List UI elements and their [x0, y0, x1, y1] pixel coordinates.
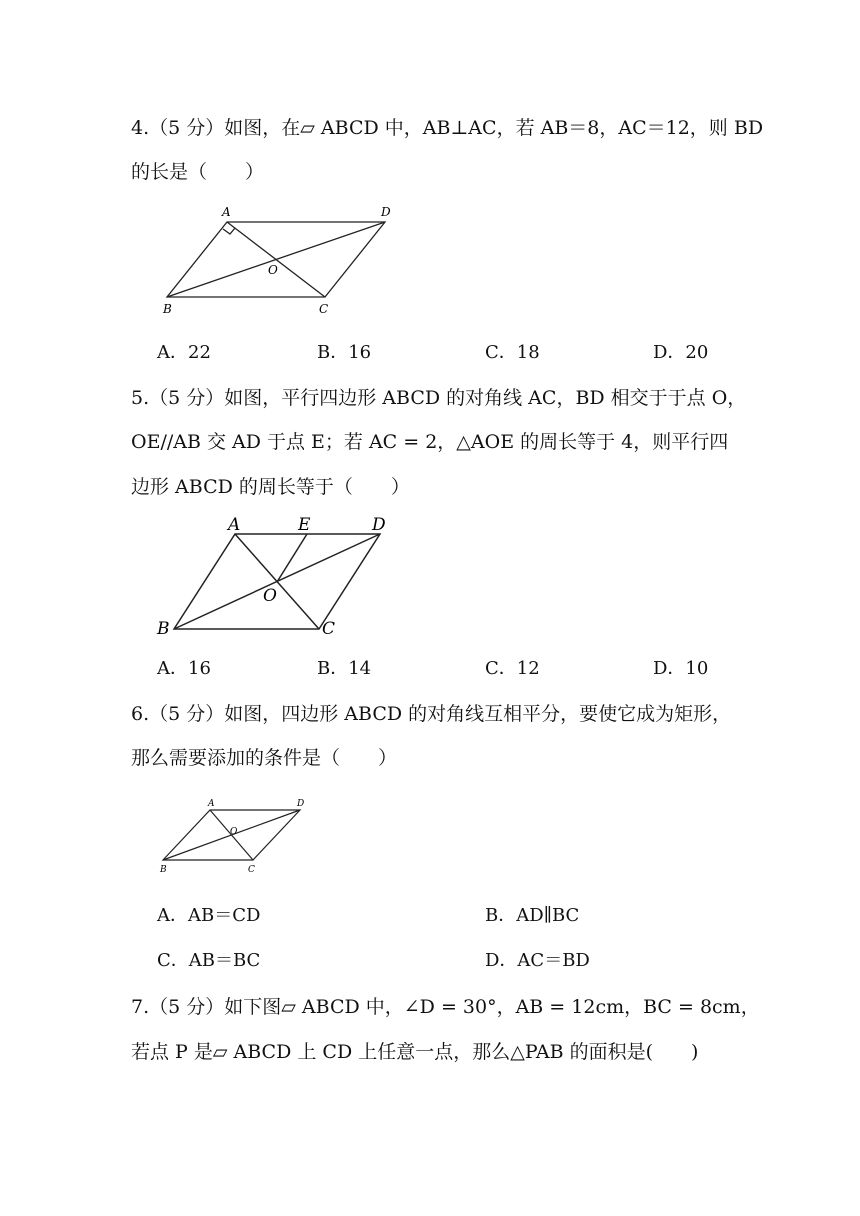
q5-text-line-2: OE//AB 交 AD 于点 E；若 AC = 2，△AOE 的周长等于 4，则平行四 — [131, 431, 729, 453]
q7-text-line-1: 7.（5 分）如下图▱ ABCD 中，∠D = 30°，AB = 12cm，BC = 8cm， — [131, 996, 760, 1018]
q5-label-o: O — [263, 586, 277, 606]
q5-label-d: D — [372, 515, 386, 535]
q6-option-a: A．AB＝CD — [157, 905, 261, 926]
q4-label-b: B — [163, 302, 172, 316]
q5-option-b: B．14 — [317, 658, 372, 679]
q5-label-c: C — [322, 619, 336, 639]
q4-label-d: D — [381, 205, 391, 219]
q5-text-line-3: 边形 ABCD 的周长等于（ ） — [131, 476, 410, 498]
q4-option-a: A．22 — [157, 342, 211, 363]
q4-option-c: C．18 — [485, 342, 540, 363]
q5-label-b: B — [157, 619, 170, 639]
q4-right-angle-mark — [223, 228, 235, 234]
q4-option-b: B．16 — [317, 342, 372, 363]
q5-label-e: E — [298, 515, 311, 535]
q4-label-c: C — [319, 302, 329, 316]
q5-label-a: A — [228, 515, 241, 535]
q6-text-line-1: 6.（5 分）如图，四边形 ABCD 的对角线互相平分，要使它成为矩形， — [131, 703, 732, 725]
q6-option-b: B．AD∥BC — [485, 905, 580, 926]
q5-option-d: D．10 — [653, 658, 709, 679]
q4-text-line-1: 4.（5 分）如图，在▱ ABCD 中，AB⊥AC，若 AB＝8，AC＝12，则 BD — [131, 117, 764, 139]
q5-option-a: A．16 — [157, 658, 211, 679]
q6-label-b: B — [160, 865, 167, 875]
q6-label-a: A — [208, 799, 215, 809]
q6-option-c: C．AB＝BC — [157, 950, 261, 971]
q6-label-d: D — [297, 799, 305, 809]
q6-label-c: C — [248, 865, 255, 875]
q4-figure — [155, 200, 400, 322]
q7-text-line-2: 若点 P 是▱ ABCD 上 CD 上任意一点，那么△PAB 的面积是( ) — [131, 1041, 699, 1063]
q5-option-c: C．12 — [485, 658, 540, 679]
q4-text-line-2: 的长是（ ） — [131, 161, 265, 183]
q4-option-d: D．20 — [653, 342, 709, 363]
q4-label-o: O — [268, 263, 278, 277]
q5-figure — [150, 512, 400, 640]
q4-label-a: A — [222, 205, 231, 219]
q6-text-line-2: 那么需要添加的条件是（ ） — [131, 747, 398, 769]
q5-text-line-1: 5.（5 分）如图，平行四边形 ABCD 的对角线 AC，BD 相交于于点 O， — [131, 387, 747, 409]
q6-figure — [155, 796, 315, 878]
q6-option-d: D．AC＝BD — [485, 950, 590, 971]
q6-label-o: O — [230, 827, 238, 837]
q4-diagonal-bd — [167, 222, 385, 297]
